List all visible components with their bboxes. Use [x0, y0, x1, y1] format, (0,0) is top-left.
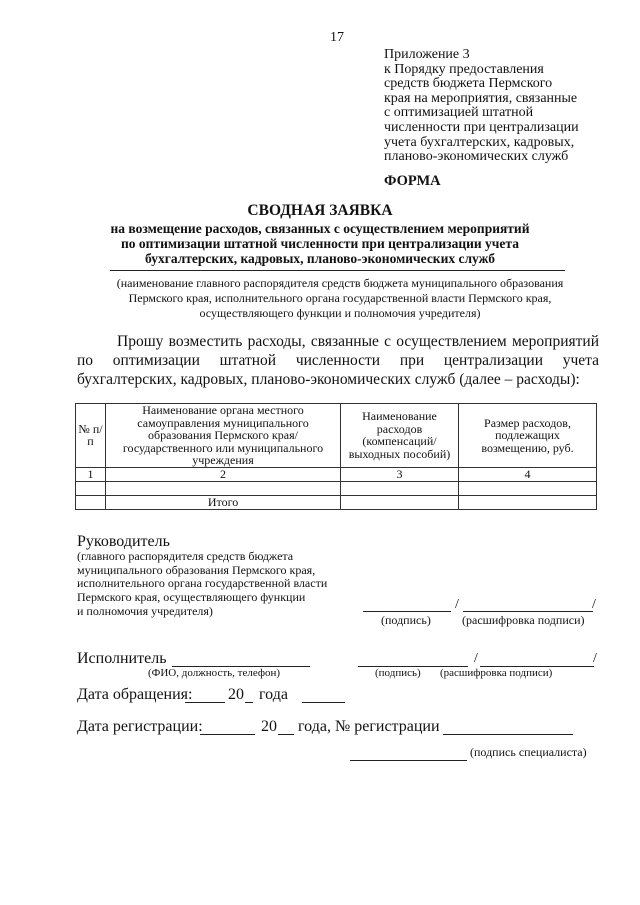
- executor-decode-caption: (расшифровка подписи): [440, 667, 553, 679]
- executor-label: Исполнитель: [77, 650, 167, 667]
- expenses-table: [75, 403, 597, 510]
- cell[interactable]: [459, 481, 597, 495]
- organization-name-line: [110, 270, 565, 271]
- head-signature-line[interactable]: [363, 611, 451, 612]
- document-title: СВОДНАЯ ЗАЯВКА: [247, 202, 393, 219]
- executor-sign-caption: (подпись): [375, 667, 421, 679]
- appendix-line: края на мероприятия, связанные: [384, 90, 578, 106]
- column-number: 2: [106, 467, 341, 481]
- specialist-caption: (подпись специалиста): [470, 745, 587, 759]
- date-appeal-year-field[interactable]: [245, 702, 253, 703]
- subtitle-line: бухгалтерских, кадровых, планово-экономических служб: [144, 251, 495, 266]
- slash: /: [593, 651, 597, 666]
- specialist-signature-line[interactable]: [350, 760, 467, 761]
- subtitle-line: на возмещение расходов, связанных с осуществлением мероприятий: [110, 221, 530, 236]
- date-registration-year-prefix: 20: [261, 718, 277, 735]
- header-amount: Размер расходов, подлежащих возмещению, руб.: [459, 404, 597, 468]
- head-description: [77, 550, 327, 619]
- desc-line: муниципального образования Пермского края,: [77, 562, 316, 577]
- date-registration-day-field[interactable]: [200, 734, 255, 735]
- registration-number-field[interactable]: [443, 734, 573, 735]
- cell[interactable]: [76, 481, 106, 495]
- appendix-line: планово-экономических служб: [384, 149, 569, 165]
- cell: [76, 495, 106, 509]
- header-number: № п/п: [76, 404, 106, 468]
- appendix-block: [384, 48, 579, 165]
- column-number: 1: [76, 467, 106, 481]
- appendix-line: численности при централизации: [384, 119, 579, 135]
- cell[interactable]: [341, 481, 459, 495]
- column-number: 3: [341, 467, 459, 481]
- table-row: [76, 481, 597, 495]
- page-number: 17: [330, 30, 344, 45]
- desc-line: Пермского края, осуществляющего функции: [77, 590, 306, 605]
- desc-line: (главного распорядителя средств бюджета: [77, 549, 294, 563]
- head-label: Руководитель: [77, 533, 170, 550]
- organization-caption: [80, 276, 600, 321]
- desc-line: исполнительного органа государственной власти: [77, 576, 328, 591]
- appendix-line: Приложение 3: [384, 47, 470, 62]
- head-decode-caption: (расшифровка подписи): [462, 613, 585, 627]
- registration-number-label: года, № регистрации: [298, 718, 440, 735]
- column-number: 4: [459, 467, 597, 481]
- slash: /: [592, 597, 596, 612]
- date-registration-year-field[interactable]: [278, 734, 294, 735]
- cell[interactable]: [341, 495, 459, 509]
- header-expense-name: Наименование расходов (компенсаций/ выходных пособий): [341, 404, 459, 468]
- executor-fio-caption: (ФИО, должность, телефон): [148, 667, 281, 679]
- table-row: [76, 467, 597, 481]
- caption-line: Пермского края, исполнительного органа государственной власти Пермского края,: [128, 291, 552, 305]
- date-appeal-year-word: года: [259, 686, 288, 703]
- paragraph-text: Прошу возместить расходы, связанные с осуществлением мероприятий по оптимизации штатной численности при централизации учета бухгалтерских, кадровых, планово-экономических служб (далее – расходы):: [77, 333, 599, 388]
- slash: /: [455, 597, 459, 612]
- cell[interactable]: [459, 495, 597, 509]
- cell[interactable]: [106, 481, 341, 495]
- appendix-line: с оптимизацией штатной: [384, 105, 534, 121]
- total-label: Итого: [106, 495, 341, 509]
- table-total-row: [76, 495, 597, 509]
- head-sign-caption: (подпись): [381, 613, 431, 627]
- date-appeal-extra-field[interactable]: [302, 702, 345, 703]
- date-appeal-year-prefix: 20: [228, 686, 244, 703]
- appendix-line: учета бухгалтерских, кадровых,: [384, 134, 575, 150]
- subtitle-line: по оптимизации штатной численности при централизации учета: [121, 236, 519, 251]
- caption-line: осуществляющего функции и полномочия учредителя): [199, 306, 481, 320]
- form-label: ФОРМА: [384, 173, 441, 189]
- desc-line: и полномочия учредителя): [77, 603, 213, 618]
- date-registration-label: Дата регистрации:: [77, 718, 203, 735]
- date-appeal-label: Дата обращения:: [77, 686, 193, 703]
- head-decode-line[interactable]: [463, 611, 593, 612]
- request-paragraph: [77, 332, 599, 389]
- appendix-line: средств бюджета Пермского: [384, 76, 553, 92]
- table-header-row: [76, 404, 597, 468]
- date-appeal-day-field[interactable]: [185, 702, 225, 703]
- header-organization: Наименование органа местного самоуправления муниципального образования Пермского края/ государственного или муниципального учреждения: [106, 404, 341, 468]
- caption-line: (наименование главного распорядителя средств бюджета муниципального образования: [116, 276, 564, 290]
- appendix-line: к Порядку предоставления: [384, 61, 544, 77]
- slash: /: [474, 651, 478, 666]
- document-subtitle: [0, 221, 640, 266]
